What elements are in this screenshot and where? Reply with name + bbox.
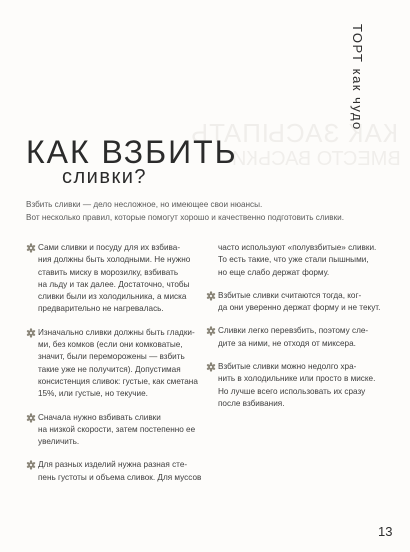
- running-header: ТОРТ как чудо: [350, 24, 365, 131]
- text-line: Сами сливки и посуду для их взбива-: [38, 243, 181, 252]
- intro-paragraph: [26, 199, 366, 224]
- text-line: нить в холодильнике или просто в миске.: [218, 374, 376, 384]
- text-line: значит, были переморожены — взбить: [38, 352, 185, 362]
- text-line: Сначала нужно взбивать сливки: [38, 412, 161, 422]
- text-line: предварительно не нагревалась.: [38, 304, 164, 314]
- text-line: То есть такие, что уже стали пышными,: [218, 255, 369, 265]
- text-line: сливки были из холодильника, а миска: [38, 292, 187, 302]
- text-line: Сливки легко перевзбить, поэтому сле-: [218, 326, 369, 336]
- flower-bullet-icon: [26, 460, 36, 470]
- left-column: [26, 242, 202, 495]
- text-line: но еще слабо держат форму.: [218, 267, 330, 277]
- text-line: дите за ними, не отходя от миксера.: [218, 338, 356, 348]
- bleed-through-text-2: ВМЕСТО ВАСЬКИ: [232, 148, 401, 170]
- text-line: Для разных изделий нужна разная сте-: [38, 460, 188, 470]
- page-subtitle: сливки?: [62, 166, 148, 188]
- intro-line: Взбить сливки — дело несложное, но имеющее свои нюансы.: [26, 200, 263, 209]
- text-line: Но лучше всего использовать их сразу: [218, 386, 366, 396]
- flower-bullet-icon: [206, 362, 216, 372]
- text-line: 15%, или густые, но текучие.: [38, 389, 148, 399]
- text-line: Взбитые сливки можно недолго хра-: [218, 362, 357, 372]
- page-title: КАК ВЗБИТЬ: [26, 134, 238, 170]
- right-column: [206, 242, 381, 421]
- text-line: на льду и так далее. Достаточно, чтобы: [38, 279, 190, 289]
- text-line: ставить миску в морозилку, взбивать: [38, 267, 179, 277]
- bullet-item: [206, 361, 376, 410]
- text-line: ния должны быть холодными. Не нужно: [38, 255, 191, 265]
- text-line: после взбивания.: [218, 398, 285, 408]
- flower-bullet-icon: [26, 243, 36, 253]
- bleed-through-text: КАК ЗАСЫПАТЬ: [190, 118, 399, 148]
- bullet-item: [206, 325, 376, 350]
- text-line: такие уже не получится). Допустимая: [38, 364, 181, 374]
- flower-bullet-icon: [26, 328, 36, 338]
- bullet-item: [26, 327, 198, 401]
- flower-bullet-icon: [26, 413, 36, 423]
- bullet-item: [206, 290, 381, 315]
- bullet-item: [26, 412, 198, 449]
- text-line: увеличить.: [38, 437, 80, 447]
- text-line: да они уверенно держат форму и не текут.: [218, 303, 381, 313]
- text-line: Взбитые сливки считаются тогда, ког-: [218, 290, 362, 300]
- text-line: Изначально сливки должны быть гладки-: [38, 327, 195, 337]
- bullet-item: [206, 242, 376, 279]
- bullet-item: [26, 242, 198, 316]
- text-line: консистенция сливок: густые, как сметана: [38, 376, 198, 386]
- bullet-item: [26, 459, 202, 484]
- text-line: пень густоты и объема сливок. Для муссов: [38, 472, 202, 482]
- text-line: часто используют «полувзбитые» сливки.: [218, 243, 377, 252]
- intro-line: Вот несколько правил, которые помогут хорошо и качественно подготовить сливки.: [26, 212, 345, 222]
- text-line: ми, без комков (если они комковатые,: [38, 340, 183, 350]
- page-number: 13: [378, 524, 393, 539]
- text-line: на низкой скорости, затем постепенно ее: [38, 424, 196, 434]
- flower-bullet-icon: [206, 326, 216, 336]
- flower-bullet-icon: [206, 291, 216, 301]
